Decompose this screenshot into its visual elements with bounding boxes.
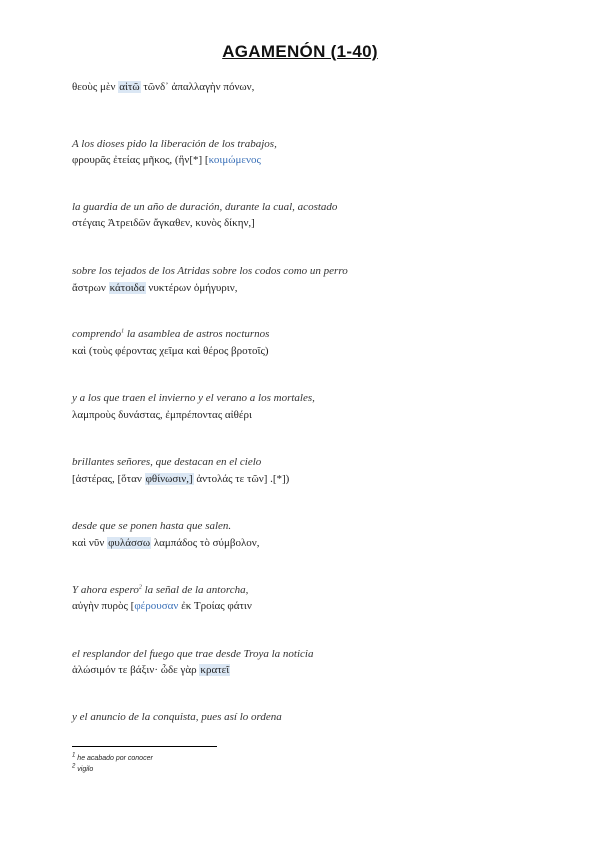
spanish-line-8 [72, 583, 248, 597]
footnote-number: 1 [72, 752, 76, 759]
spanish-text: comprendo [72, 328, 122, 340]
footnote-number: 2 [72, 763, 76, 770]
highlighted-word: φθίνωσιν,] [145, 473, 193, 485]
footnote-text: he acabado por conocer [77, 755, 153, 762]
greek-line-2 [72, 153, 261, 167]
spanish-line-2: la guardia de un año de duración, durante la cual, acostado [72, 201, 338, 213]
greek-line-9 [72, 599, 252, 613]
greek-line-6 [72, 408, 252, 422]
greek-text: λαμπάδος τὸ σύμβολον, [151, 537, 260, 549]
spanish-text: la señal de la antorcha, [141, 584, 249, 596]
highlighted-word: κρατεῖ [200, 664, 230, 676]
greek-text: καὶ νῦν [72, 537, 108, 549]
greek-line-8 [72, 536, 260, 550]
spanish-line-9: el resplandor del fuego que trae desde Troya la noticia [72, 648, 314, 660]
highlighted-word: φυλάσσω [108, 537, 151, 549]
greek-line-3 [72, 216, 255, 230]
greek-text: καὶ (τοὺς φέροντας χεῖμα καὶ θέρος βροτοῖς) [72, 345, 269, 357]
spanish-line-3: sobre los tejados de los Atridas sobre los codos como un perro [72, 265, 348, 277]
greek-text: τῶνδ᾽ ἀπαλλαγὴν πόνων, [140, 81, 255, 93]
greek-line-7 [72, 472, 289, 486]
greek-text: λαμπροὺς δυνάστας, ἐμπρέποντας αἰθέρι [72, 409, 252, 421]
greek-text: αὐγὴν πυρὸς [ [72, 600, 135, 612]
greek-text: ἐκ Τροίας φάτιν [178, 600, 252, 612]
spanish-line-5: y a los que traen el invierno y el verano a los mortales, [72, 392, 315, 404]
greek-line-10 [72, 663, 230, 677]
spanish-line-1: A los dioses pido la liberación de los trabajos, [72, 138, 277, 150]
page-title: AGAMENÓN (1-40) [222, 42, 378, 61]
greek-text: ἄστρων [72, 282, 109, 294]
spanish-text: la asamblea de astros nocturnos [124, 328, 270, 340]
greek-text: φρουρᾶς ἐτείας μῆκος, (ἣν[*] [ [72, 154, 209, 166]
highlighted-word: κάτοιδα [109, 282, 145, 294]
footnote-ref: 2 [138, 584, 142, 591]
highlighted-word: αἰτῶ [119, 81, 140, 93]
spanish-line-7: desde que se ponen hasta que salen. [72, 520, 232, 532]
greek-line-4 [72, 281, 237, 295]
greek-text: ἀντολάς τε τῶν] .[*]) [193, 473, 290, 485]
spanish-text: Y ahora espero [72, 584, 139, 596]
blue-word: κοιμώμενος [208, 154, 261, 166]
spanish-line-4 [72, 327, 269, 341]
greek-text: ἁλώσιμόν τε βάξιν· ὧδε γὰρ [72, 664, 200, 676]
footnote-divider [72, 746, 217, 747]
footnote-2 [72, 765, 93, 774]
spanish-line-6: brillantes señores, que destacan en el cielo [72, 456, 262, 468]
footnote-1 [72, 754, 153, 763]
spanish-line-10: y el anuncio de la conquista, pues así lo ordena [72, 711, 282, 723]
footnote-ref: 1 [121, 328, 125, 335]
blue-word: φέρουσαν [134, 600, 179, 612]
greek-line-5 [72, 344, 269, 358]
greek-line-1 [72, 80, 254, 94]
greek-text: θεοὺς μὲν [72, 81, 119, 93]
footnote-text: vigilo [77, 766, 94, 773]
greek-text: στέγαις Ἀτρειδῶν ἄγκαθεν, κυνὸς δίκην,] [72, 217, 255, 229]
greek-text: νυκτέρων ὁμήγυριν, [145, 282, 238, 294]
greek-text: [ἀστέρας, [ὅταν [72, 473, 145, 485]
